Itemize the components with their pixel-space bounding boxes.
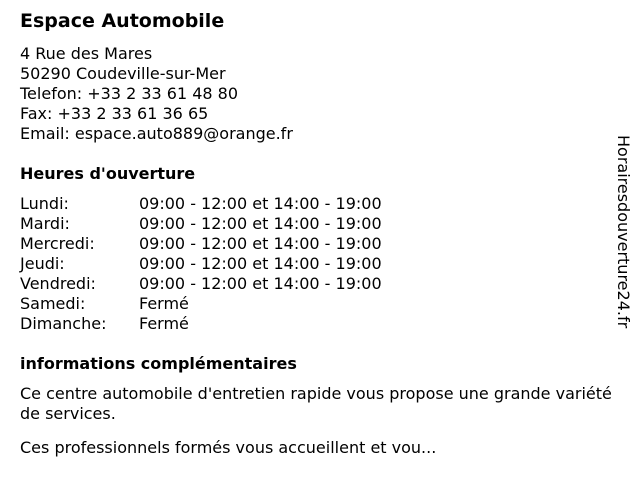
address-line-1: 4 Rue des Mares: [20, 44, 153, 63]
address-line-2: 50290 Coudeville-sur-Mer: [20, 64, 226, 83]
fax-number: Fax: +33 2 33 61 36 65: [20, 104, 209, 123]
hours-sunday: Fermé: [139, 314, 189, 333]
day-label-friday: Vendredi:: [20, 274, 96, 293]
day-label-monday: Lundi:: [20, 194, 69, 213]
hours-heading: Heures d'ouverture: [20, 164, 196, 183]
business-name: Espace Automobile: [20, 10, 225, 32]
info-heading: informations complémentaires: [20, 354, 297, 373]
day-label-sunday: Dimanche:: [20, 314, 107, 333]
site-watermark: Horairesdouverture24.fr: [614, 135, 633, 329]
hours-monday: 09:00 - 12:00 et 14:00 - 19:00: [139, 194, 382, 213]
info-paragraph-2: Ces professionnels formés vous accueillent et vou...: [20, 438, 437, 457]
day-label-wednesday: Mercredi:: [20, 234, 95, 253]
day-label-tuesday: Mardi:: [20, 214, 70, 233]
hours-wednesday: 09:00 - 12:00 et 14:00 - 19:00: [139, 234, 382, 253]
hours-tuesday: 09:00 - 12:00 et 14:00 - 19:00: [139, 214, 382, 233]
hours-thursday: 09:00 - 12:00 et 14:00 - 19:00: [139, 254, 382, 273]
hours-friday: 09:00 - 12:00 et 14:00 - 19:00: [139, 274, 382, 293]
phone-number: Telefon: +33 2 33 61 48 80: [20, 84, 239, 103]
email-address: Email: espace.auto889@orange.fr: [20, 124, 293, 143]
day-label-saturday: Samedi:: [20, 294, 86, 313]
info-paragraph-1: Ce centre automobile d'entretien rapide vous propose une grande variété de services.: [20, 384, 612, 423]
day-label-thursday: Jeudi:: [20, 254, 65, 273]
hours-saturday: Fermé: [139, 294, 189, 313]
